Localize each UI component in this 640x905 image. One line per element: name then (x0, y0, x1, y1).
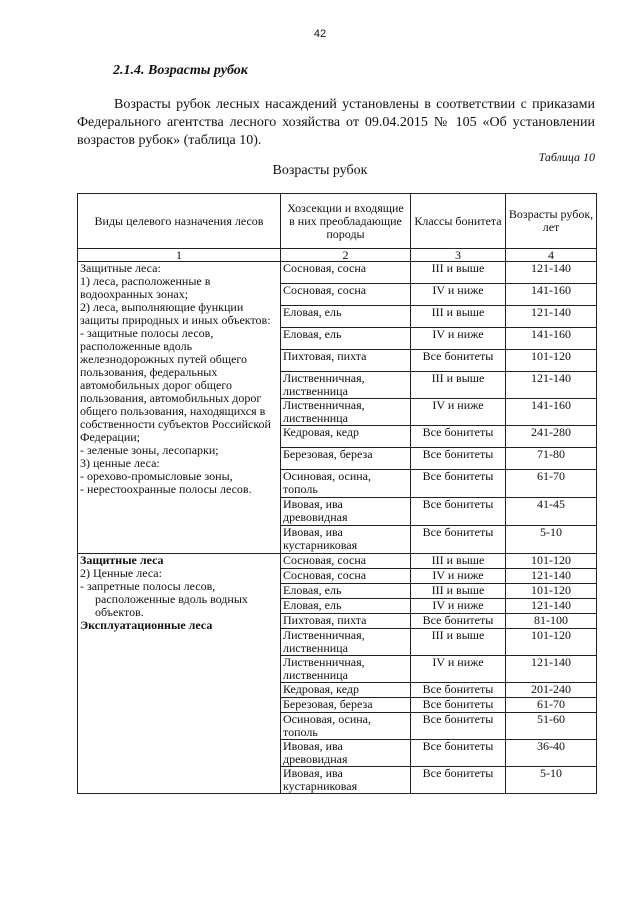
section-title: 2.1.4. Возрасты рубок (113, 63, 248, 78)
group1-body (78, 262, 597, 554)
age-cell: 61-70 (506, 698, 597, 713)
bonitet-cell: III и выше (411, 306, 506, 328)
header-bonitet: Классы бонитета (411, 194, 506, 249)
col-number: 3 (411, 249, 506, 262)
species-cell: Березовая, береза (281, 698, 411, 713)
age-cell: 141-160 (506, 328, 597, 350)
bonitet-cell: Все бонитеты (411, 740, 506, 767)
species-cell: Осиновая, осина, тополь (281, 470, 411, 498)
table-title: Возрасты рубок (272, 163, 368, 178)
column-number-row (78, 249, 597, 262)
species-cell: Еловая, ель (281, 584, 411, 599)
age-cell: 101-120 (506, 584, 597, 599)
age-cell: 141-160 (506, 284, 597, 306)
bonitet-cell: III и выше (411, 584, 506, 599)
bonitet-cell: Все бонитеты (411, 426, 506, 448)
table-label: Таблица 10 (538, 150, 595, 164)
bonitet-cell: Все бонитеты (411, 448, 506, 470)
bonitet-cell: IV и ниже (411, 328, 506, 350)
species-cell: Сосновая, сосна (281, 554, 411, 569)
species-cell: Лиственничная, лиственница (281, 656, 411, 683)
species-cell: Ивовая, ива древовидная (281, 740, 411, 767)
purpose-line: 2) леса, выполняющие функции защиты природных и иных объектов: (80, 300, 271, 327)
table-row (78, 554, 597, 569)
species-cell: Лиственничная, лиственница (281, 372, 411, 399)
species-cell: Сосновая, сосна (281, 569, 411, 584)
purpose-title: Защитные леса (80, 553, 164, 567)
age-cell: 241-280 (506, 426, 597, 448)
age-cell: 141-160 (506, 399, 597, 426)
species-cell: Ивовая, ива древовидная (281, 498, 411, 526)
bonitet-cell: Все бонитеты (411, 683, 506, 698)
group2-body (78, 554, 597, 794)
purpose-line: 2) Ценные леса: (80, 566, 162, 580)
age-cell: 121-140 (506, 262, 597, 284)
age-cell: 71-80 (506, 448, 597, 470)
header-species: Хозсекции и входящие в них преобладающие породы (281, 194, 411, 249)
bonitet-cell: IV и ниже (411, 569, 506, 584)
header-age: Возрасты рубок, лет (506, 194, 597, 249)
purpose-line: 3) ценные леса: (80, 456, 160, 470)
page-number: 42 (313, 28, 327, 40)
bonitet-cell: Все бонитеты (411, 614, 506, 629)
purpose-title: Эксплуатационные леса (80, 618, 213, 632)
age-cell: 36-40 (506, 740, 597, 767)
purpose-line: - зеленые зоны, лесопарки; (80, 443, 219, 457)
purpose-line: расположенные вдоль водных объектов. (95, 592, 248, 619)
age-cell: 81-100 (506, 614, 597, 629)
col-number: 4 (506, 249, 597, 262)
age-cell: 201-240 (506, 683, 597, 698)
age-cell: 41-45 (506, 498, 597, 526)
bonitet-cell: Все бонитеты (411, 470, 506, 498)
age-cell: 5-10 (506, 526, 597, 554)
species-cell: Лиственничная, лиственница (281, 399, 411, 426)
header-purpose: Виды целевого назначения лесов (78, 194, 281, 249)
bonitet-cell: III и выше (411, 262, 506, 284)
table-row (78, 262, 597, 284)
bonitet-cell: Все бонитеты (411, 498, 506, 526)
bonitet-cell: IV и ниже (411, 284, 506, 306)
species-cell: Еловая, ель (281, 328, 411, 350)
purpose-cell (78, 554, 281, 794)
purpose-line: Защитные леса: (80, 261, 161, 275)
age-cell: 121-140 (506, 372, 597, 399)
age-cell: 5-10 (506, 767, 597, 794)
age-cell: 121-140 (506, 656, 597, 683)
species-cell: Сосновая, сосна (281, 262, 411, 284)
species-cell: Пихтовая, пихта (281, 614, 411, 629)
bonitet-cell: III и выше (411, 554, 506, 569)
intro-paragraph: Возрасты рубок лесных насаждений установлены в соответствии с приказами Федерального агентства лесного хозяйства от 09.04.2015 № 105 «Об установлении возрастов рубок» (таблица 10). (77, 97, 595, 148)
purpose-cell (78, 262, 281, 554)
age-cell: 61-70 (506, 470, 597, 498)
purpose-line: - нерестоохранные полосы лесов. (80, 482, 252, 496)
table-header-row (78, 194, 597, 249)
age-cell: 101-120 (506, 629, 597, 656)
purpose-line: - защитные полосы лесов, расположенные вдоль железнодорожных путей общего пользования, федеральных автомобильных дорог общего пользования, автомобильных дорог общего пользования, находящихся в собственности субъектов Российской Федерации; (80, 326, 271, 444)
bonitet-cell: IV и ниже (411, 656, 506, 683)
species-cell: Ивовая, ива кустарниковая (281, 526, 411, 554)
species-cell: Березовая, береза (281, 448, 411, 470)
age-cell: 121-140 (506, 569, 597, 584)
bonitet-cell: Все бонитеты (411, 713, 506, 740)
species-cell: Кедровая, кедр (281, 683, 411, 698)
species-cell: Еловая, ель (281, 599, 411, 614)
bonitet-cell: Все бонитеты (411, 698, 506, 713)
age-cell: 121-140 (506, 306, 597, 328)
bonitet-cell: Все бонитеты (411, 767, 506, 794)
bonitet-cell: Все бонитеты (411, 350, 506, 372)
species-cell: Лиственничная, лиственница (281, 629, 411, 656)
species-cell: Ивовая, ива кустарниковая (281, 767, 411, 794)
cutting-age-table (77, 193, 597, 794)
age-cell: 101-120 (506, 554, 597, 569)
col-number: 2 (281, 249, 411, 262)
bonitet-cell: Все бонитеты (411, 526, 506, 554)
bonitet-cell: IV и ниже (411, 399, 506, 426)
species-cell: Еловая, ель (281, 306, 411, 328)
age-cell: 101-120 (506, 350, 597, 372)
bonitet-cell: IV и ниже (411, 599, 506, 614)
age-cell: 121-140 (506, 599, 597, 614)
species-cell: Осиновая, осина, тополь (281, 713, 411, 740)
species-cell: Кедровая, кедр (281, 426, 411, 448)
species-cell: Сосновая, сосна (281, 284, 411, 306)
bonitet-cell: III и выше (411, 372, 506, 399)
purpose-line: - запретные полосы лесов, (80, 579, 216, 593)
age-cell: 51-60 (506, 713, 597, 740)
species-cell: Пихтовая, пихта (281, 350, 411, 372)
purpose-line: - орехово-промысловые зоны, (80, 469, 233, 483)
bonitet-cell: III и выше (411, 629, 506, 656)
purpose-line: 1) леса, расположенные в водоохранных зонах; (80, 274, 211, 301)
col-number: 1 (78, 249, 281, 262)
